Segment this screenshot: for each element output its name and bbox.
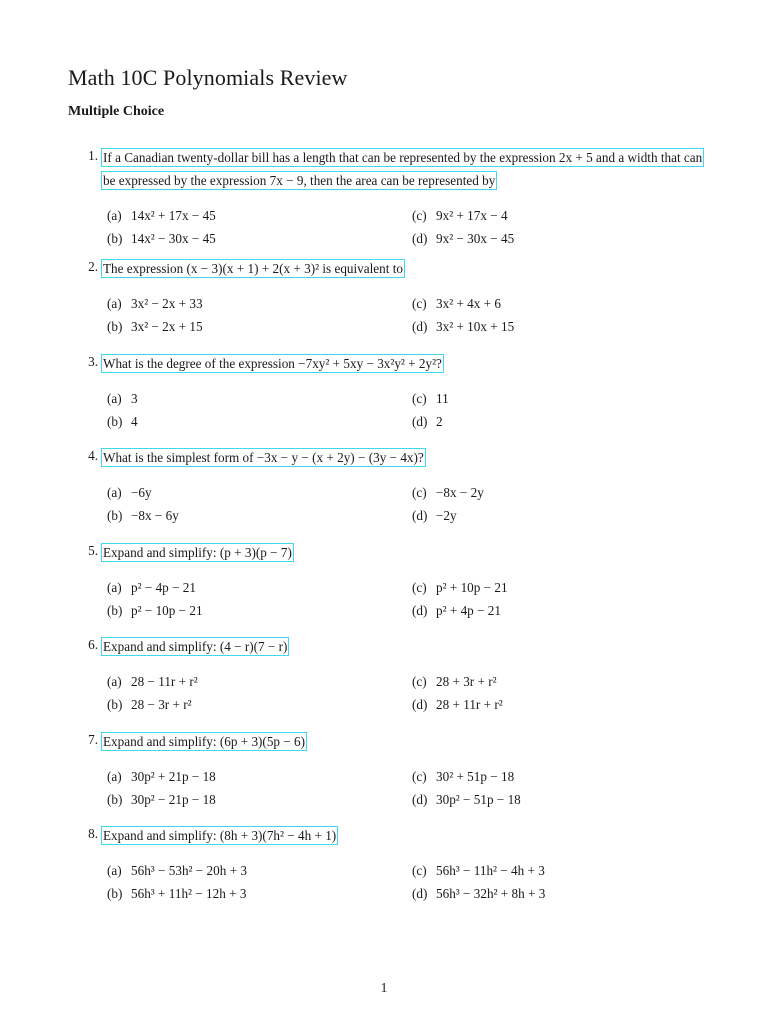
question-number: 6. (88, 637, 98, 652)
option-label: (a) (107, 391, 122, 406)
question-1 (76, 146, 716, 250)
option-b[interactable] (107, 693, 192, 716)
option-label: (b) (107, 508, 123, 523)
option-label: (a) (107, 863, 122, 878)
question-stem: What is the degree of the expression −7xy² + 5xy − 3x²y² + 2y²? (103, 356, 442, 371)
option-d[interactable] (412, 504, 457, 527)
option-label: (c) (412, 674, 427, 689)
option-text: −8x − 2y (436, 485, 484, 500)
answer-options (76, 859, 716, 905)
option-b[interactable] (107, 599, 203, 622)
option-text: 3x² − 2x + 15 (131, 319, 203, 334)
option-label: (b) (107, 319, 123, 334)
page-title: Math 10C Polynomials Review (68, 65, 348, 90)
option-label: (a) (107, 769, 122, 784)
answer-options (76, 765, 716, 811)
option-a[interactable] (107, 204, 216, 227)
option-text: 56h³ − 11h² − 4h + 3 (436, 863, 545, 878)
option-text: 3x² − 2x + 33 (131, 296, 203, 311)
option-label: (a) (107, 580, 122, 595)
option-label: (a) (107, 674, 122, 689)
option-text: 56h³ − 32h² + 8h + 3 (436, 886, 546, 901)
option-a[interactable] (107, 765, 216, 788)
option-text: 56h³ + 11h² − 12h + 3 (131, 886, 247, 901)
question-stem: Expand and simplify: (4 − r)(7 − r) (103, 639, 288, 654)
option-label: (d) (412, 603, 428, 618)
question-stem: Expand and simplify: (8h + 3)(7h² − 4h + 1) (103, 828, 337, 843)
option-text: p² + 10p − 21 (436, 580, 508, 595)
option-c[interactable] (412, 765, 514, 788)
question-8 (76, 824, 716, 905)
option-d[interactable] (412, 227, 514, 250)
option-text: 28 + 11r + r² (436, 697, 503, 712)
question-number: 8. (88, 826, 98, 841)
option-text: 28 + 3r + r² (436, 674, 497, 689)
option-text: 56h³ − 53h² − 20h + 3 (131, 863, 247, 878)
question-stem: The expression (x − 3)(x + 1) + 2(x + 3)² is equivalent to (103, 261, 403, 276)
option-c[interactable] (412, 859, 545, 882)
question-number: 3. (88, 354, 98, 369)
option-label: (c) (412, 769, 427, 784)
question-stem: If a Canadian twenty-dollar bill has a length that can be represented by the expression 2x + 5 and a width that can be expressed by the expression 7x − 9, then the area can be represented by (103, 150, 703, 188)
option-label: (d) (412, 697, 428, 712)
option-label: (a) (107, 296, 122, 311)
option-label: (b) (107, 231, 123, 246)
option-a[interactable] (107, 481, 152, 504)
option-label: (a) (107, 485, 122, 500)
option-label: (c) (412, 485, 427, 500)
option-b[interactable] (107, 410, 138, 433)
question-stem: What is the simplest form of −3x − y − (x + 2y) − (3y − 4x)? (103, 450, 424, 465)
question-6 (76, 635, 716, 716)
option-label: (c) (412, 863, 427, 878)
option-text: 30p² − 21p − 18 (131, 792, 216, 807)
option-label: (c) (412, 296, 427, 311)
option-label: (b) (107, 603, 123, 618)
question-number: 5. (88, 543, 98, 558)
option-text: −2y (436, 508, 457, 523)
option-text: 14x² − 30x − 45 (131, 231, 216, 246)
option-text: 3 (131, 391, 138, 406)
option-d[interactable] (412, 693, 503, 716)
question-2 (76, 257, 716, 338)
option-label: (d) (412, 886, 428, 901)
option-text: 3x² + 10x + 15 (436, 319, 515, 334)
option-b[interactable] (107, 788, 216, 811)
option-d[interactable] (412, 882, 545, 905)
option-label: (a) (107, 208, 122, 223)
option-text: 28 − 11r + r² (131, 674, 198, 689)
page-number: 1 (380, 980, 388, 995)
option-text: p² + 4p − 21 (436, 603, 501, 618)
option-text: 4 (131, 414, 138, 429)
question-3 (76, 352, 716, 433)
option-text: 9x² − 30x − 45 (436, 231, 515, 246)
section-heading: Multiple Choice (68, 104, 165, 119)
option-label: (b) (107, 886, 123, 901)
question-stem: Expand and simplify: (6p + 3)(5p − 6) (103, 734, 306, 749)
question-7 (76, 730, 716, 811)
option-b[interactable] (107, 882, 246, 905)
option-a[interactable] (107, 292, 203, 315)
option-label: (c) (412, 580, 427, 595)
question-number: 2. (88, 259, 98, 274)
question-number: 4. (88, 448, 98, 463)
option-label: (c) (412, 391, 427, 406)
option-c[interactable] (412, 576, 508, 599)
option-text: 11 (436, 391, 449, 406)
option-text: −8x − 6y (131, 508, 179, 523)
answer-options (76, 387, 716, 433)
option-text: 14x² + 17x − 45 (131, 208, 216, 223)
option-label: (d) (412, 792, 428, 807)
option-label: (b) (107, 697, 123, 712)
question-5 (76, 541, 716, 622)
answer-options (76, 576, 716, 622)
option-d[interactable] (412, 788, 521, 811)
option-c[interactable] (412, 292, 501, 315)
option-b[interactable] (107, 227, 216, 250)
answer-options (76, 204, 716, 250)
option-c[interactable] (412, 204, 508, 227)
option-b[interactable] (107, 504, 179, 527)
answer-options (76, 670, 716, 716)
option-a[interactable] (107, 670, 198, 693)
option-text: p² − 10p − 21 (131, 603, 203, 618)
option-text: 3x² + 4x + 6 (436, 296, 501, 311)
option-text: p² − 4p − 21 (131, 580, 196, 595)
option-label: (d) (412, 414, 428, 429)
option-label: (b) (107, 792, 123, 807)
option-c[interactable] (412, 481, 484, 504)
answer-options (76, 481, 716, 527)
option-label: (c) (412, 208, 427, 223)
option-text: −6y (131, 485, 152, 500)
answer-options (76, 292, 716, 338)
option-text: 30p² − 51p − 18 (436, 792, 521, 807)
option-text: 30² + 51p − 18 (436, 769, 515, 784)
question-4 (76, 446, 716, 527)
option-d[interactable] (412, 410, 443, 433)
option-text: 30p² + 21p − 18 (131, 769, 216, 784)
option-a[interactable] (107, 387, 138, 410)
question-number: 1. (88, 148, 98, 163)
option-label: (b) (107, 414, 123, 429)
option-d[interactable] (412, 315, 514, 338)
option-text: 9x² + 17x − 4 (436, 208, 508, 223)
option-b[interactable] (107, 315, 203, 338)
option-label: (d) (412, 508, 428, 523)
option-label: (d) (412, 319, 428, 334)
option-label: (d) (412, 231, 428, 246)
question-stem: Expand and simplify: (p + 3)(p − 7) (103, 545, 292, 560)
option-text: 2 (436, 414, 443, 429)
option-c[interactable] (412, 387, 449, 410)
option-c[interactable] (412, 670, 497, 693)
option-d[interactable] (412, 599, 501, 622)
option-text: 28 − 3r + r² (131, 697, 192, 712)
question-number: 7. (88, 732, 98, 747)
option-a[interactable] (107, 576, 196, 599)
option-a[interactable] (107, 859, 247, 882)
